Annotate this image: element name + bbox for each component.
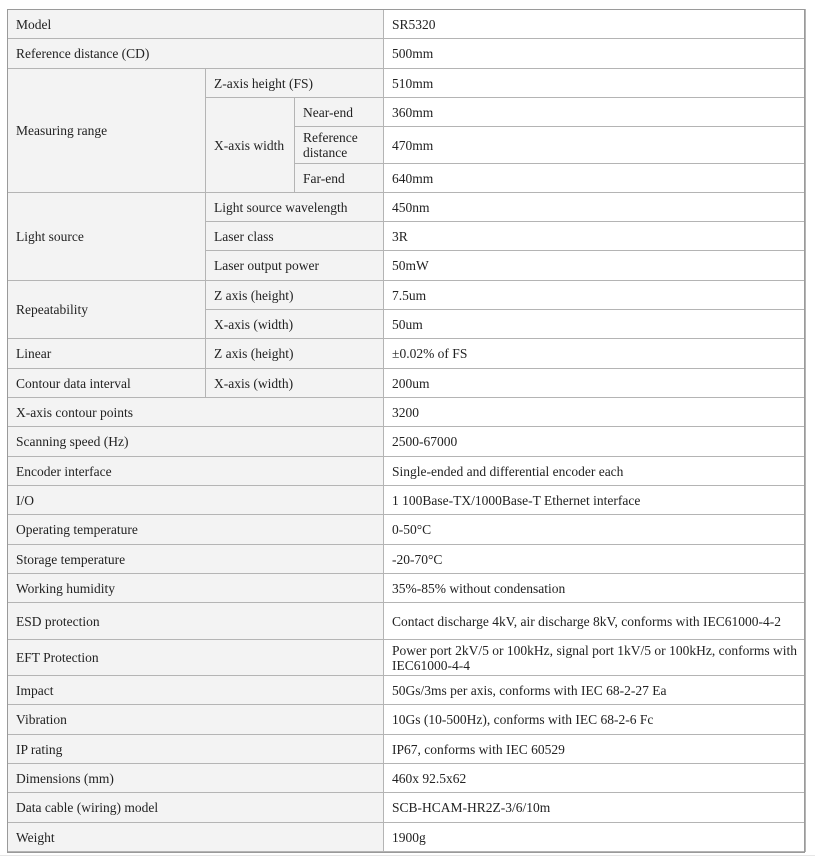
table-row — [8, 427, 806, 457]
table-row — [8, 515, 806, 545]
table-row — [8, 457, 806, 486]
table-row — [8, 281, 806, 310]
label-storage-temperature: Storage temperature — [8, 545, 384, 574]
value-repeat-x: 50um — [384, 310, 806, 339]
label-laser-power: Laser output power — [206, 251, 384, 281]
label-z-axis-height: Z-axis height (FS) — [206, 69, 384, 98]
label-operating-temperature: Operating temperature — [8, 515, 384, 545]
label-io: I/O — [8, 486, 384, 515]
label-far-end: Far-end — [295, 164, 384, 193]
value-encoder: Single-ended and differential encoder each — [384, 457, 806, 486]
table-row — [8, 69, 806, 98]
label-data-cable: Data cable (wiring) model — [8, 793, 384, 823]
table-row — [8, 793, 806, 823]
value-ip-rating: IP67, conforms with IEC 60529 — [384, 735, 806, 764]
value-far-end: 640mm — [384, 164, 806, 193]
value-repeat-z: 7.5um — [384, 281, 806, 310]
label-linear-z: Z axis (height) — [206, 339, 384, 369]
label-working-humidity: Working humidity — [8, 574, 384, 603]
table-row — [8, 193, 806, 222]
value-z-axis-height: 510mm — [384, 69, 806, 98]
value-laser-power: 50mW — [384, 251, 806, 281]
label-light-source: Light source — [8, 193, 206, 281]
label-x-reference-distance: Reference distance — [295, 127, 384, 164]
table-row — [8, 39, 806, 69]
value-wavelength: 450nm — [384, 193, 806, 222]
label-weight: Weight — [8, 823, 384, 852]
label-dimensions: Dimensions (mm) — [8, 764, 384, 793]
value-laser-class: 3R — [384, 222, 806, 251]
label-encoder: Encoder interface — [8, 457, 384, 486]
page-bottom-divider — [0, 855, 815, 856]
label-contour-points: X-axis contour points — [8, 398, 384, 427]
value-near-end: 360mm — [384, 98, 806, 127]
table-row — [8, 640, 806, 676]
table-row — [8, 10, 806, 39]
value-operating-temperature: 0-50°C — [384, 515, 806, 545]
label-ip-rating: IP rating — [8, 735, 384, 764]
label-vibration: Vibration — [8, 705, 384, 735]
table-row — [8, 486, 806, 515]
value-esd: Contact discharge 4kV, air discharge 8kV, conforms with IEC61000-4-2 — [384, 603, 806, 640]
label-eft: EFT Protection — [8, 640, 384, 676]
value-vibration: 10Gs (10-500Hz), conforms with IEC 68-2-6 Fc — [384, 705, 806, 735]
label-repeatability: Repeatability — [8, 281, 206, 339]
table-row — [8, 764, 806, 793]
table-row — [8, 574, 806, 603]
value-model: SR5320 — [384, 10, 806, 39]
spec-table — [7, 9, 806, 852]
table-row — [8, 735, 806, 764]
value-linear: ±0.02% of FS — [384, 339, 806, 369]
label-linear: Linear — [8, 339, 206, 369]
label-x-axis-width: X-axis width — [206, 98, 295, 193]
label-wavelength: Light source wavelength — [206, 193, 384, 222]
table-row — [8, 398, 806, 427]
table-row — [8, 705, 806, 735]
table-row — [8, 823, 806, 852]
label-esd: ESD protection — [8, 603, 384, 640]
label-model: Model — [8, 10, 384, 39]
value-io: 1 100Base-TX/1000Base-T Ethernet interface — [384, 486, 806, 515]
value-weight: 1900g — [384, 823, 806, 852]
value-data-cable: SCB-HCAM-HR2Z-3/6/10m — [384, 793, 806, 823]
value-reference-distance: 500mm — [384, 39, 806, 69]
value-dimensions: 460x 92.5x62 — [384, 764, 806, 793]
value-eft: Power port 2kV/5 or 100kHz, signal port 1kV/5 or 100kHz, conforms with IEC61000-4-4 — [384, 640, 806, 676]
label-reference-distance: Reference distance (CD) — [8, 39, 384, 69]
label-contour-x: X-axis (width) — [206, 369, 384, 398]
value-x-reference-distance: 470mm — [384, 127, 806, 164]
table-row — [8, 676, 806, 705]
value-storage-temperature: -20-70°C — [384, 545, 806, 574]
label-measuring-range: Measuring range — [8, 69, 206, 193]
table-row — [8, 369, 806, 398]
label-repeat-z: Z axis (height) — [206, 281, 384, 310]
label-impact: Impact — [8, 676, 384, 705]
label-repeat-x: X-axis (width) — [206, 310, 384, 339]
table-row — [8, 339, 806, 369]
label-contour-interval: Contour data interval — [8, 369, 206, 398]
label-laser-class: Laser class — [206, 222, 384, 251]
value-working-humidity: 35%-85% without condensation — [384, 574, 806, 603]
table-row — [8, 603, 806, 640]
table-row — [8, 545, 806, 574]
value-contour-interval: 200um — [384, 369, 806, 398]
label-near-end: Near-end — [295, 98, 384, 127]
value-scan-speed: 2500-67000 — [384, 427, 806, 457]
value-impact: 50Gs/3ms per axis, conforms with IEC 68-2-27 Ea — [384, 676, 806, 705]
label-scan-speed: Scanning speed (Hz) — [8, 427, 384, 457]
value-contour-points: 3200 — [384, 398, 806, 427]
